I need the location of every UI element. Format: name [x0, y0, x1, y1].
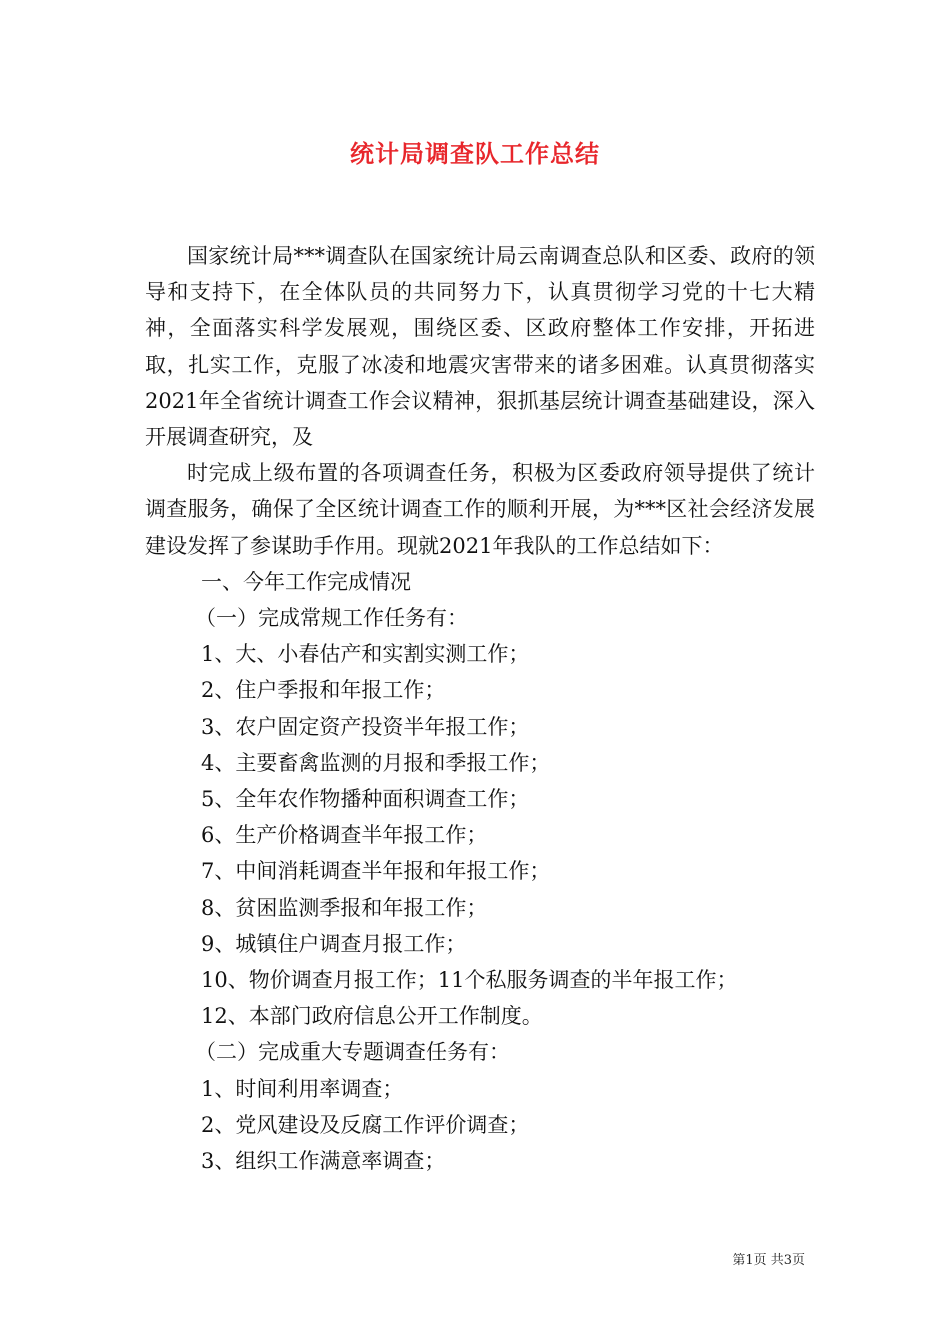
- list-item: 6、生产价格调查半年报工作；: [201, 823, 488, 848]
- paragraph-intro: 国家统计局***调查队在国家统计局云南调查总队和区委、政府的领导和支持下，在全体队员的共同努力下，认真贯彻学习党的十七大精神，全面落实科学发展观，围绕区委、区政府整体工作安排，开拓进取，扎实工作，克服了冰凌和地震灾害带来的诸多困难。认真贯彻落实2021年全省统计调查工作会议精神，狠抓基层统计调查基础建设，深入开展调查研究，及: [145, 244, 815, 450]
- list-item: 8、贫困监测季报和年报工作；: [201, 895, 488, 920]
- list-item: 4、主要畜禽监测的月报和季报工作；: [201, 750, 551, 775]
- list-item: 3、农户固定资产投资半年报工作；: [201, 714, 530, 739]
- list-item: 3、组织工作满意率调查；: [201, 1149, 446, 1174]
- list-item: 2、住户季报和年报工作；: [201, 678, 446, 703]
- paragraph-continued: 时完成上级布置的各项调查任务，积极为区委政府领导提供了统计调查服务，确保了全区统计调查工作的顺利开展，为***区社会经济发展建设发挥了参谋助手作用。现就2021年我队的工作总结如下：: [145, 461, 815, 558]
- page-number: 第1页 共3页: [732, 1253, 805, 1268]
- list-item: 1、大、小春估产和实割实测工作；: [201, 642, 530, 667]
- document-title: 统计局调查队工作总结: [350, 140, 600, 168]
- list-item: 7、中间消耗调查半年报和年报工作；: [201, 859, 551, 884]
- subsection-heading-routine: （一）完成常规工作任务有：: [195, 606, 468, 631]
- list-item: 2、党风建设及反腐工作评价调查；: [201, 1112, 530, 1137]
- list-item: 10、物价调查月报工作；11个私服务调查的半年报工作；: [201, 968, 738, 993]
- list-item: 5、全年农作物播种面积调查工作；: [201, 787, 530, 812]
- document-body: [145, 238, 815, 1179]
- list-item: 9、城镇住户调查月报工作；: [201, 931, 467, 956]
- list-item: 12、本部门政府信息公开工作制度。: [201, 1004, 543, 1029]
- subsection-heading-special: （二）完成重大专题调查任务有：: [195, 1040, 510, 1065]
- section-heading: 一、今年工作完成情况: [201, 569, 411, 594]
- list-item: 1、时间利用率调查；: [201, 1076, 404, 1101]
